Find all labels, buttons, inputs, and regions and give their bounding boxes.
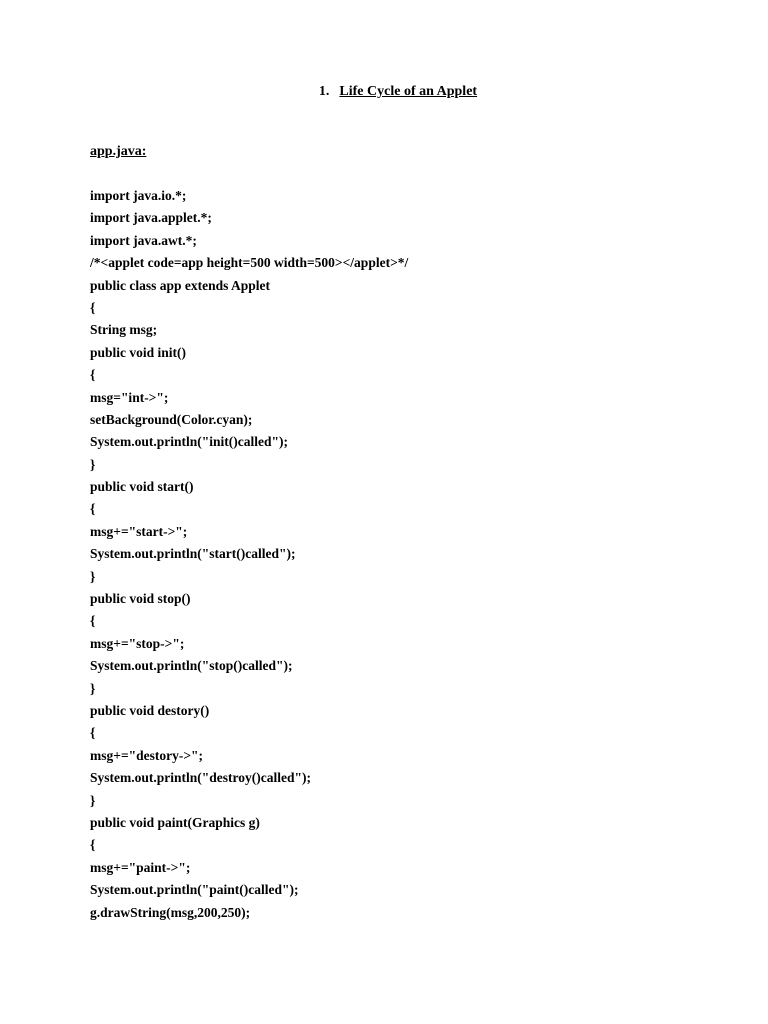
code-line: } [90,456,96,472]
code-line: public void paint(Graphics g) [90,814,260,830]
code-listing [90,185,408,924]
page-title [0,82,768,102]
code-line: msg="int->"; [90,389,169,405]
code-line: } [90,568,96,584]
heading-number: 1. [318,84,330,99]
code-line: } [90,792,96,808]
code-line: msg+="paint->"; [90,859,191,875]
code-line: } [90,680,96,696]
code-line: System.out.println("destroy()called"); [90,770,311,786]
code-line: msg+="destory->"; [90,747,204,763]
code-line: System.out.println("paint()called"); [90,882,299,898]
code-line: msg+="stop->"; [90,635,185,651]
code-line: { [90,725,96,741]
code-line: { [90,501,96,517]
file-name-label: app.java: [90,144,147,159]
heading-text: Life Cycle of an Applet [339,84,478,99]
code-line: { [90,613,96,629]
code-line: public void stop() [90,591,191,607]
code-line: msg+="start->"; [90,523,188,539]
code-line: import java.applet.*; [90,210,212,226]
code-line: System.out.println("init()called"); [90,434,288,450]
code-line: { [90,367,96,383]
code-line: { [90,837,96,853]
code-line: System.out.println("stop()called"); [90,658,293,674]
code-line: String msg; [90,322,158,338]
code-line: public void start() [90,479,194,495]
code-line: public void destory() [90,702,210,718]
code-line: { [90,299,96,315]
code-line: g.drawString(msg,200,250); [90,904,251,920]
code-line: public void init() [90,344,187,360]
code-line: import java.io.*; [90,188,187,203]
code-line: setBackground(Color.cyan); [90,411,253,427]
code-line: System.out.println("start()called"); [90,546,296,562]
code-line: /*<applet code=app height=500 width=500></applet>*/ [90,255,409,271]
title-wrap [319,82,477,102]
code-line: public class app extends Applet [90,277,271,293]
code-line: import java.awt.*; [90,232,197,248]
